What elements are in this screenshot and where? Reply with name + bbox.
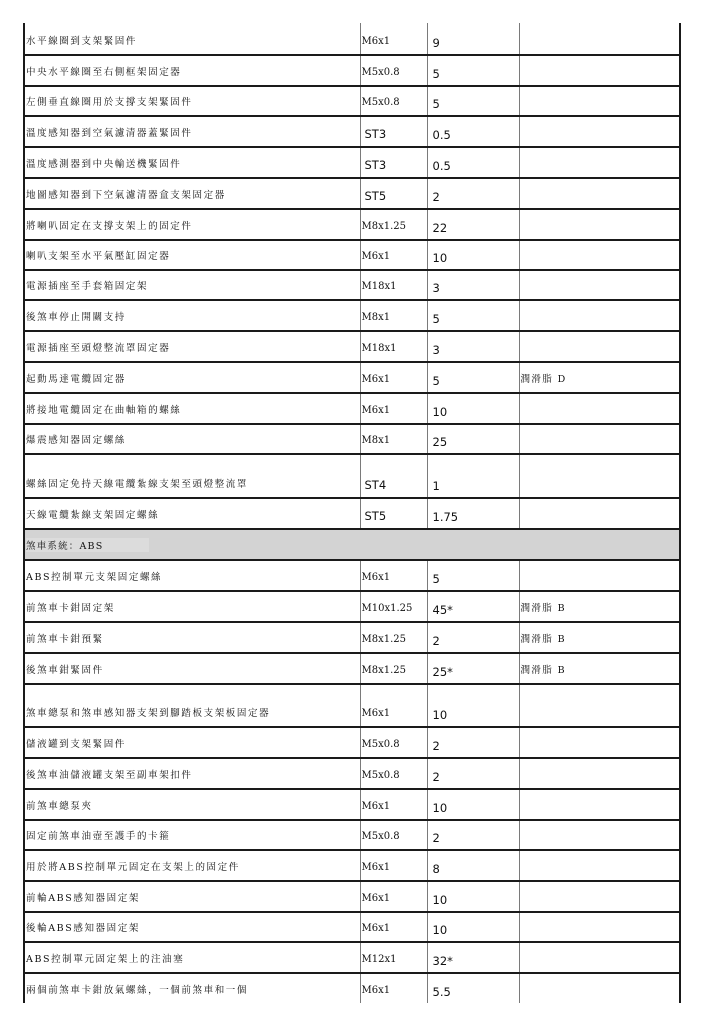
table-row [24,424,680,454]
thread-size-cell: M10x1.25 [360,591,427,622]
thread-size-cell: M6x1 [360,684,427,727]
table-row [24,178,680,209]
table-row [24,591,680,622]
description-cell: 前輪ABS感知器固定架 [24,881,360,912]
description-cell: 煞車總泵和煞車感知器支架到腳踏板支架板固定器 [24,684,360,727]
torque-value-cell: 5.5 [427,973,519,1003]
thread-size-cell: M12x1 [360,942,427,973]
table-row [24,912,680,942]
torque-value-cell: 2 [427,820,519,850]
description-cell: 水平線圈到支架緊固件 [24,23,360,55]
thread-size-cell: M8x1 [360,300,427,331]
torque-value-cell: 2 [427,178,519,209]
torque-value-cell: 5 [427,300,519,331]
description-cell: ABS控制單元支架固定螺絲 [24,560,360,591]
table-row [24,850,680,881]
table-row [24,270,680,300]
thread-size-cell: M6x1 [360,23,427,55]
torque-value-cell: 10 [427,240,519,270]
torque-value-cell: 8 [427,850,519,881]
note-cell [519,758,680,789]
thread-size-cell: M6x1 [360,362,427,393]
thread-size-cell: M5x0.8 [360,820,427,850]
description-cell: 螺絲固定免持天線電纜紮線支架至頭燈整流罩 [24,454,360,498]
thread-size-cell: M6x1 [360,789,427,820]
note-cell [519,820,680,850]
thread-size-cell: ST3 [360,147,427,178]
torque-value-cell: 25 [427,424,519,454]
torque-value-cell: 1 [427,454,519,498]
description-cell: 儲液罐到支架緊固件 [24,727,360,758]
torque-value-cell: 10 [427,789,519,820]
table-row [24,240,680,270]
section-header-row [24,529,680,560]
thread-size-cell: M5x0.8 [360,727,427,758]
note-cell [519,23,680,55]
table-row [24,820,680,850]
note-cell [519,270,680,300]
note-cell [519,684,680,727]
description-cell: 前煞車總泵夾 [24,789,360,820]
thread-size-cell: ST5 [360,178,427,209]
thread-size-cell: M5x0.8 [360,86,427,116]
note-cell [519,240,680,270]
thread-size-cell: M6x1 [360,240,427,270]
description-cell: 爆震感知器固定螺絲 [24,424,360,454]
table-row [24,116,680,147]
torque-value-cell: 10 [427,393,519,424]
description-cell: 兩個前煞車卡鉗放氣螺絲，一個前煞車和一個 [24,973,360,1003]
note-cell [519,147,680,178]
torque-value-cell: 45* [427,591,519,622]
description-cell: 用於將ABS控制單元固定在支架上的固定件 [24,850,360,881]
note-cell [519,86,680,116]
description-cell: ABS控制單元固定架上的注油塞 [24,942,360,973]
note-cell [519,331,680,362]
torque-value-cell: 10 [427,684,519,727]
thread-size-cell: M18x1 [360,270,427,300]
description-cell: 後煞車油儲液罐支架至副車架扣件 [24,758,360,789]
thread-size-cell: M6x1 [360,912,427,942]
note-cell [519,881,680,912]
note-cell [519,973,680,1003]
table-row [24,23,680,55]
thread-size-cell: M6x1 [360,560,427,591]
table-row [24,55,680,86]
thread-size-cell: M5x0.8 [360,758,427,789]
thread-size-cell: ST3 [360,116,427,147]
description-cell: 地圖感知器到下空氣濾清器盒支架固定器 [24,178,360,209]
torque-value-cell: 5 [427,560,519,591]
description-cell: 喇叭支架至水平氣壓缸固定器 [24,240,360,270]
thread-size-cell: ST5 [360,498,427,529]
note-cell [519,209,680,240]
table-body [24,23,680,1003]
torque-value-cell: 0.5 [427,116,519,147]
table-row [24,758,680,789]
description-cell: 前煞車卡鉗固定架 [24,591,360,622]
table-row [24,653,680,684]
torque-value-cell: 2 [427,758,519,789]
description-cell: 起動馬達電纜固定器 [24,362,360,393]
table-row [24,209,680,240]
note-cell: 潤滑脂 B [519,622,680,653]
table-row [24,86,680,116]
table-row [24,300,680,331]
description-cell: 溫度感測器到中央輸送機緊固件 [24,147,360,178]
note-cell [519,498,680,529]
thread-size-cell: ST4 [360,454,427,498]
thread-size-cell: M8x1.25 [360,653,427,684]
table-row [24,498,680,529]
note-cell [519,560,680,591]
table-row [24,331,680,362]
table-row [24,727,680,758]
torque-spec-table [23,23,681,1003]
thread-size-cell: M18x1 [360,331,427,362]
description-cell: 後煞車停止開關支持 [24,300,360,331]
torque-value-cell: 25* [427,653,519,684]
description-cell: 電源插座至頭燈整流罩固定器 [24,331,360,362]
torque-value-cell: 3 [427,270,519,300]
description-cell: 溫度感知器到空氣濾清器蓋緊固件 [24,116,360,147]
table-row [24,622,680,653]
description-cell: 左側垂直線圈用於支撐支架緊固件 [24,86,360,116]
note-cell [519,424,680,454]
note-cell [519,942,680,973]
section-header-cell [24,529,680,560]
description-cell: 將接地電纜固定在曲軸箱的螺絲 [24,393,360,424]
thread-size-cell: M6x1 [360,881,427,912]
thread-size-cell: M6x1 [360,973,427,1003]
section-title: 煞車系統：ABS [26,538,149,552]
torque-value-cell: 2 [427,622,519,653]
description-cell: 天線電纜紮線支架固定螺絲 [24,498,360,529]
torque-value-cell: 9 [427,23,519,55]
torque-value-cell: 10 [427,912,519,942]
note-cell [519,912,680,942]
description-cell: 固定前煞車油壺至護手的卡箍 [24,820,360,850]
note-cell [519,393,680,424]
note-cell [519,178,680,209]
torque-value-cell: 32* [427,942,519,973]
table-row [24,942,680,973]
note-cell [519,850,680,881]
torque-value-cell: 1.75 [427,498,519,529]
table-row [24,560,680,591]
thread-size-cell: M8x1.25 [360,209,427,240]
torque-value-cell: 0.5 [427,147,519,178]
table-row [24,684,680,727]
note-cell [519,116,680,147]
thread-size-cell: M8x1.25 [360,622,427,653]
description-cell: 前煞車卡鉗預緊 [24,622,360,653]
thread-size-cell: M6x1 [360,850,427,881]
torque-value-cell: 3 [427,331,519,362]
description-cell: 電源插座至手套箱固定架 [24,270,360,300]
table-row [24,454,680,498]
note-cell: 潤滑脂 B [519,591,680,622]
torque-value-cell: 5 [427,86,519,116]
thread-size-cell: M8x1 [360,424,427,454]
torque-value-cell: 5 [427,55,519,86]
thread-size-cell: M6x1 [360,393,427,424]
note-cell [519,300,680,331]
torque-value-cell: 2 [427,727,519,758]
table-row [24,393,680,424]
table-row [24,147,680,178]
description-cell: 後煞車鉗緊固件 [24,653,360,684]
table-row [24,973,680,1003]
note-cell: 潤滑脂 D [519,362,680,393]
note-cell [519,789,680,820]
description-cell: 將喇叭固定在支撐支架上的固定件 [24,209,360,240]
description-cell: 中央水平線圈至右側框架固定器 [24,55,360,86]
table-row [24,789,680,820]
table-row [24,881,680,912]
thread-size-cell: M5x0.8 [360,55,427,86]
torque-value-cell: 5 [427,362,519,393]
description-cell: 後輪ABS感知器固定架 [24,912,360,942]
torque-value-cell: 10 [427,881,519,912]
table-row [24,362,680,393]
note-cell [519,454,680,498]
torque-value-cell: 22 [427,209,519,240]
note-cell [519,55,680,86]
note-cell: 潤滑脂 B [519,653,680,684]
note-cell [519,727,680,758]
